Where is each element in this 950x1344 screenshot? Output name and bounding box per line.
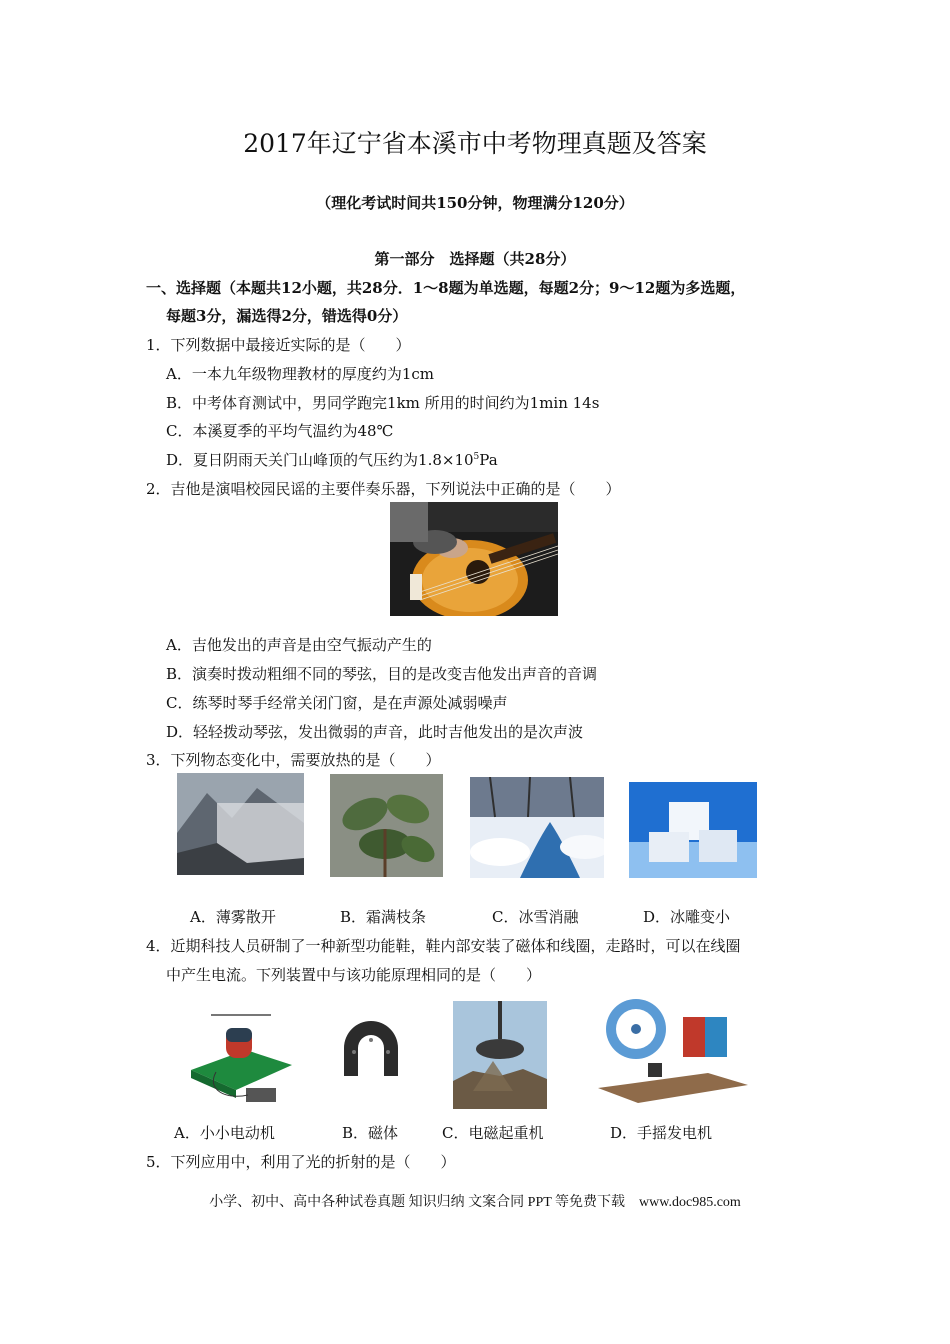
question-2-option-d: D．轻轻拨动琴弦，发出微弱的声音，此时吉他发出的是次声波	[166, 723, 584, 741]
question-1-option-b: B．中考体育测试中，男同学跑完1km 所用的时间约为1min 14s	[166, 394, 600, 412]
electromagnetic-crane-photo	[453, 1001, 547, 1109]
option-d-unit: Pa	[479, 451, 498, 469]
question-1-option-d	[166, 449, 498, 470]
frost-leaves-photo	[330, 774, 443, 877]
instructions-line-1: 一、选择题（本题共12小题，共28分．1～8题为单选题，每题2分；9～12题为多选题，	[146, 279, 746, 297]
section-heading: 第一部分 选择题（共28分）	[374, 250, 576, 268]
footer-ad: 小学、初中、高中各种试卷真题 知识归纳 文案合同 PPT 等免费下载 www.doc985.com	[209, 1195, 741, 1210]
question-3-stem: 3．下列物态变化中，需要放热的是（ ）	[146, 751, 441, 769]
hand-generator-photo	[588, 993, 753, 1105]
question-3-option-d: D．冰雕变小	[643, 908, 731, 926]
question-4-option-b: B．磁体	[342, 1124, 399, 1142]
question-2-stem: 2．吉他是演唱校园民谣的主要伴奏乐器，下列说法中正确的是（ ）	[146, 480, 621, 498]
question-4-stem-line-2: 中产生电流。下列装置中与该功能原理相同的是（ ）	[166, 966, 542, 984]
magnet-photo	[334, 1016, 408, 1090]
question-3-option-a: A．薄雾散开	[190, 908, 276, 926]
question-5-stem: 5．下列应用中，利用了光的折射的是（ ）	[146, 1153, 456, 1171]
question-3-option-c: C．冰雪消融	[492, 908, 579, 926]
small-motor-photo	[186, 1000, 292, 1113]
question-2-option-a: A．吉他发出的声音是由空气振动产生的	[166, 636, 432, 654]
guitar-photo	[390, 502, 558, 616]
question-3-option-b: B．霜满枝条	[340, 908, 427, 926]
mist-mountain-photo	[177, 773, 304, 875]
question-1-stem: 1．下列数据中最接近实际的是（ ）	[146, 336, 411, 354]
question-1-option-c: C．本溪夏季的平均气温约为48℃	[166, 422, 394, 440]
question-4-option-c: C．电磁起重机	[442, 1124, 544, 1142]
option-d-text: D．夏日阴雨天关门山峰顶的气压约为1.8×10	[166, 451, 474, 469]
question-4-stem-line-1: 4．近期科技人员研制了一种新型功能鞋，鞋内部安装了磁体和线圈，走路时，可以在线圈	[146, 937, 741, 955]
exponent: 5	[473, 452, 480, 462]
exam-time-note: （理化考试时间共150分钟，物理满分120分）	[316, 194, 634, 212]
melting-snow-photo	[470, 777, 604, 878]
instructions-line-2: 每题3分，漏选得2分，错选得0分）	[166, 307, 408, 325]
question-2-option-c: C．练琴时琴手经常关闭门窗，是在声源处减弱噪声	[166, 694, 508, 712]
document-title: 2017年辽宁省本溪市中考物理真题及答案	[243, 129, 707, 158]
ice-sculpture-photo	[629, 782, 757, 878]
question-1-option-a: A．一本九年级物理教材的厚度约为1cm	[166, 365, 435, 383]
question-4-option-d: D．手摇发电机	[610, 1124, 713, 1142]
question-4-option-a: A．小小电动机	[174, 1124, 275, 1142]
question-2-option-b: B．演奏时拨动粗细不同的琴弦，目的是改变吉他发出声音的音调	[166, 665, 598, 683]
